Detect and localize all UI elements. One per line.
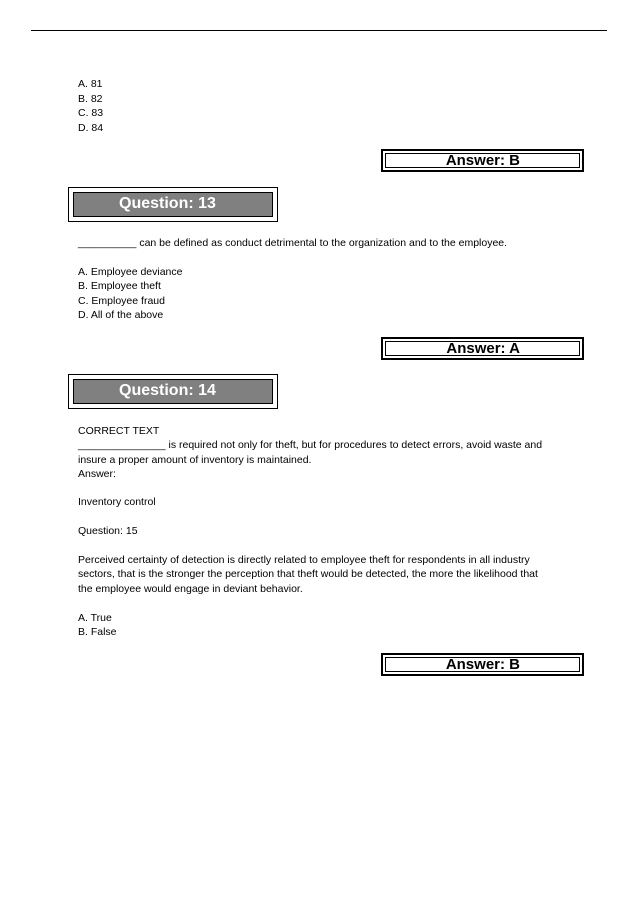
question-14-answer-label: Answer: xyxy=(78,468,116,480)
option-a: A. 81 xyxy=(78,78,103,90)
question-15-stem-line2: sectors, that is the stronger the perception that theft would be detected, the more the likelihood that xyxy=(78,568,538,580)
answer-label-12: Answer: B xyxy=(445,152,520,169)
option-c: C. 83 xyxy=(78,107,104,119)
q13-option-a: A. Employee deviance xyxy=(78,266,183,278)
question-14-header xyxy=(68,374,278,409)
answer-box-15 xyxy=(381,653,584,676)
q15-option-b: B. False xyxy=(78,626,117,638)
answer-box-12 xyxy=(381,149,584,172)
question-15-header: Question: 15 xyxy=(78,525,138,537)
question-13-title: Question: 13 xyxy=(119,195,216,212)
answer-box-13 xyxy=(381,337,584,360)
page-top-rule xyxy=(31,30,607,31)
answer-label-15: Answer: B xyxy=(445,656,520,673)
question-13-stem: __________ can be defined as conduct detrimental to the organization and to the employee. xyxy=(78,237,508,249)
answer-label-13: Answer: A xyxy=(446,340,520,357)
question-14-type: CORRECT TEXT xyxy=(78,425,160,437)
question-14-answer-text: Inventory control xyxy=(78,496,156,508)
question-14-stem-line1: _______________ is required not only for theft, but for procedures to detect errors, avoid waste and xyxy=(78,439,543,451)
question-15-stem-line3: the employee would engage in deviant behavior. xyxy=(78,583,303,595)
q13-option-d: D. All of the above xyxy=(78,309,164,321)
question-14-stem-line2: insure a proper amount of inventory is maintained. xyxy=(78,454,312,466)
q15-option-a: A. True xyxy=(78,612,112,624)
q13-option-c: C. Employee fraud xyxy=(78,295,165,307)
q13-option-b: B. Employee theft xyxy=(78,280,161,292)
option-d: D. 84 xyxy=(78,122,104,134)
question-15-stem-line1: Perceived certainty of detection is directly related to employee theft for respondents in all industry xyxy=(78,554,530,566)
option-b: B. 82 xyxy=(78,93,103,105)
question-14-title: Question: 14 xyxy=(119,382,216,399)
question-13-header xyxy=(68,187,278,222)
